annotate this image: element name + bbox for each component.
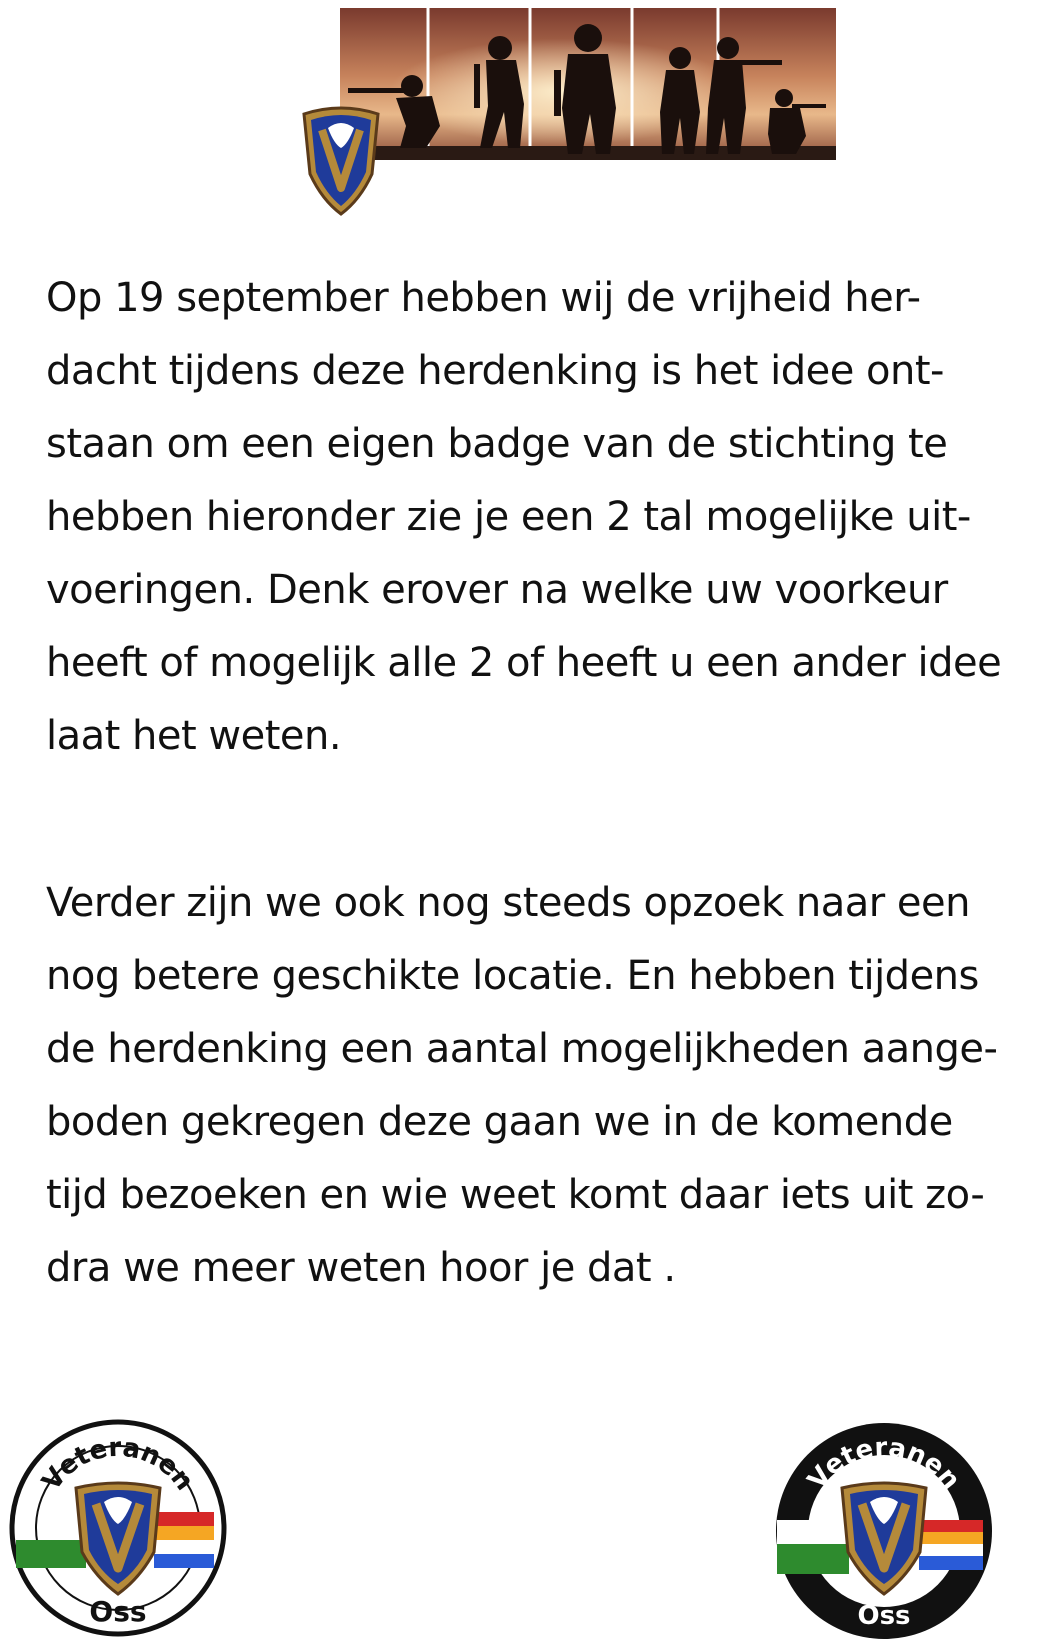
badge-top-text: Veteranen — [36, 1432, 200, 1497]
text-line: nog betere geschikte locatie. En hebben tijdens — [46, 953, 979, 999]
text-line: laat het weten. — [46, 713, 342, 759]
text-line: voeringen. Denk erover na welke uw voorkeur — [46, 567, 948, 613]
badge-bottom-text: Oss — [89, 1595, 147, 1628]
badge-option-black — [773, 1420, 995, 1642]
text-line: dra we meer weten hoor je dat . — [46, 1245, 676, 1291]
text-line: tijd bezoeken en wie weet komt daar iets uit zo- — [46, 1172, 985, 1218]
soldiers-banner-image — [340, 8, 836, 160]
badge-bottom-text: Oss — [857, 1601, 911, 1631]
text-line: de herdenking een aantal mogelijkheden aange- — [46, 1026, 998, 1072]
text-line: dacht tijdens deze herdenking is het idee ont- — [46, 348, 944, 394]
text-line: Op 19 september hebben wij de vrijheid her- — [46, 275, 921, 321]
text-line: heeft of mogelijk alle 2 of heeft u een ander idee — [46, 640, 1002, 686]
paragraph-spacer — [46, 773, 1046, 867]
veteran-shield-icon — [300, 104, 382, 216]
text-line: staan om een eigen badge van de stichting te — [46, 421, 948, 467]
article-text — [46, 262, 1046, 1305]
text-line: hebben hieronder zie je een 2 tal mogelijke uit- — [46, 494, 971, 540]
text-line: boden gekregen deze gaan we in de komende — [46, 1099, 953, 1145]
badge-option-white — [6, 1416, 230, 1640]
badge-top-text: Veteranen — [802, 1432, 966, 1496]
paragraph-2 — [46, 867, 1046, 1305]
paragraph-1 — [46, 262, 1046, 773]
text-line: Verder zijn we ook nog steeds opzoek naar een — [46, 880, 970, 926]
